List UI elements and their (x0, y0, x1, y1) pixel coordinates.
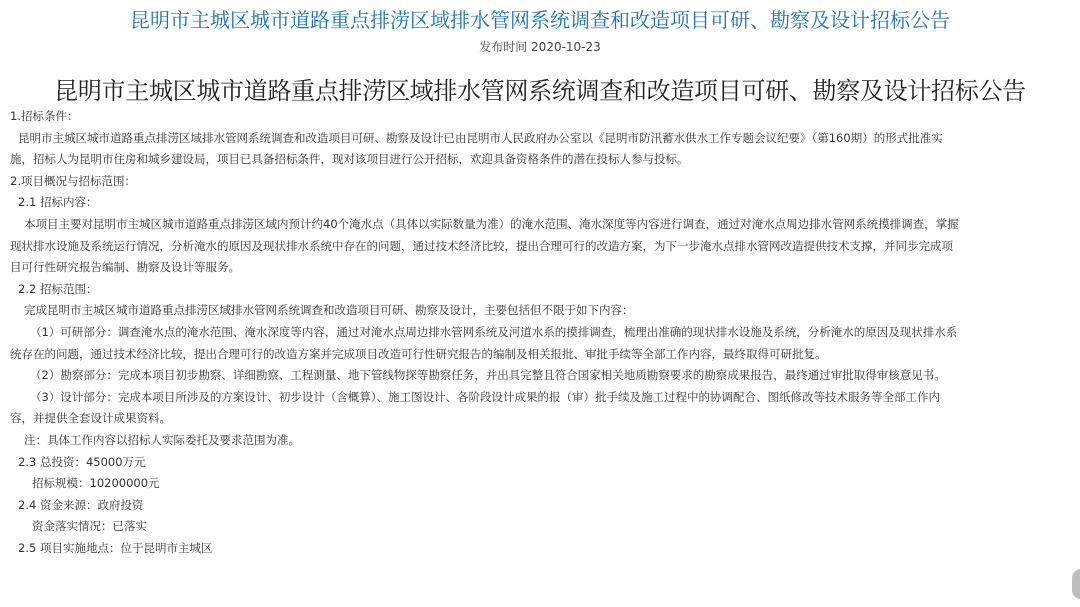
paragraph-line: 施，招标人为昆明市住房和城乡建设局，项目已具备招标条件，现对该项目进行公开招标，欢迎具备资格条件的潜在投标人参与投标。 (10, 152, 689, 167)
list-item-design: （3）设计部分：完成本项目所涉及的方案设计、初步设计（含概算）、施工图设计、各阶段设计成果的报（审）批手续及施工过程中的协调配合、图纸修改等技术服务等全部工作内 (30, 389, 941, 404)
header-title: 昆明市主城区城市道路重点排涝区域排水管网系统调查和改造项目可研、勘察及设计招标公告 (130, 8, 950, 32)
subsection-heading-funding: 2.4 资金来源：政府投资 (18, 497, 144, 512)
list-item-survey: （2）勘察部分：完成本项目初步勘察、详细勘察、工程测量、地下管线物探等勘察任务，并出具完整且符合国家相关地质勘察要求的勘察成果报告，最终通过审批取得审核意见书。 (30, 368, 946, 383)
paragraph-line: 现状排水设施及系统运行情况，分析淹水的原因及现状排水系统中存在的问题，通过技术经济比较，提出合理可行的改造方案，为下一步淹水点排水管网改造提供技术支撑，并同步完成项 (10, 238, 953, 253)
paragraph-line: 统存在的问题，通过技术经济比较，提出合理可行的改造方案并完成项目改造可行性研究报告的编制及相关报批、审批手续等全部工作内容，最终取得可研批复。 (10, 346, 827, 361)
tender-scale: 招标规模：10200000元 (32, 476, 160, 491)
publish-date: 2020-10-23 (531, 40, 601, 54)
note-line: 注：具体工作内容以招标人实际委托及要求范围为准。 (24, 432, 300, 447)
scroll-handle[interactable] (1072, 569, 1080, 599)
paragraph-line: 目可行性研究报告编制、勘察及设计等服务。 (10, 260, 240, 275)
list-item-feasibility: （1）可研部分：调查淹水点的淹水范围、淹水深度等内容，通过对淹水点周边排水管网系统及河道水系的摸排调查，梳理出准确的现状排水设施及系统，分析淹水的原因及现状排水系 (30, 324, 958, 339)
subsection-heading-content: 2.1 招标内容： (18, 195, 98, 210)
article-title: 昆明市主城区城市道路重点排涝区域排水管网系统调查和改造项目可研、勘察及设计招标公告 (54, 77, 1026, 105)
paragraph-line: 昆明市主城区城市道路重点排涝区域排水管网系统调查和改造项目可研、勘察及设计已由昆明市人民政府办公室以《昆明市防汛蓄水供水工作专题会议纪要》（第160期）的形式批准实 (18, 130, 943, 145)
section-heading-conditions: 1.招标条件： (10, 109, 79, 123)
funding-status: 资金落实情况：已落实 (32, 519, 147, 534)
subsection-heading-location: 2.5 项目实施地点：位于昆明市主城区 (18, 540, 213, 555)
subsection-heading-scope: 2.2 招标范围： (18, 281, 98, 296)
subsection-heading-investment: 2.3 总投资：45000万元 (18, 454, 146, 469)
publish-info (0, 38, 1080, 56)
article-body (10, 106, 1068, 559)
paragraph-line: 完成昆明市主城区城市道路重点排涝区域排水管网系统调查和改造项目可研、勘察及设计，主要包括但不限于如下内容： (24, 303, 634, 318)
section-heading-overview: 2.项目概况与招标范围： (10, 173, 136, 188)
paragraph-line: 本项目主要对昆明市主城区城市道路重点排涝区域内预计约40个淹水点（具体以实际数量为准）的淹水范围、淹水深度等内容进行调查，通过对淹水点周边排水管网系统摸排调查，掌握 (24, 216, 959, 231)
paragraph-line: 容，并提供全套设计成果资料。 (10, 411, 171, 426)
publish-label: 发布时间 (479, 40, 528, 54)
